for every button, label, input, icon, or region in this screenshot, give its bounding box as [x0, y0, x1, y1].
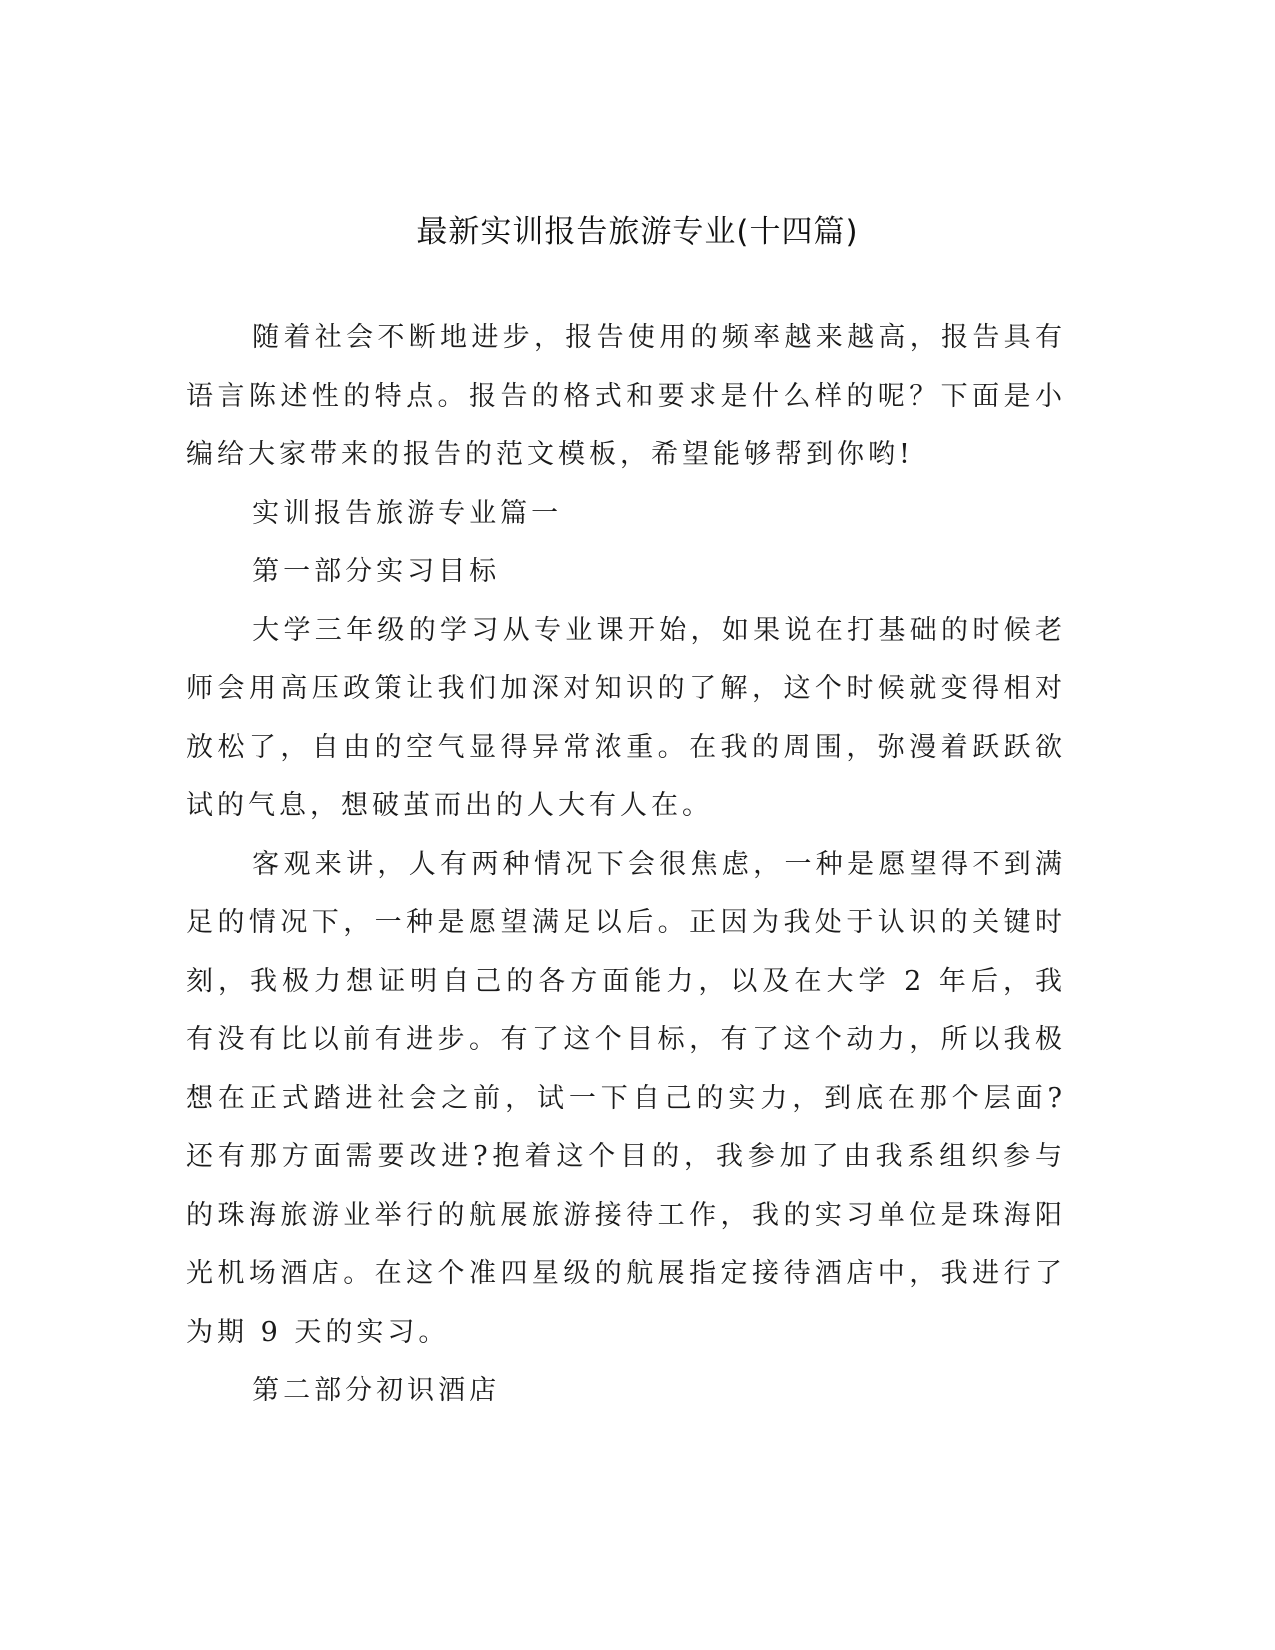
- subsection-heading-goals: 第一部分实习目标: [252, 556, 501, 587]
- body-paragraph: 客观来讲，人有两种情况下会很焦虑，一种是愿望得不到满足的情况下，一种是愿望满足以后。正因为我处于认识的关键时刻，我极力想证明自己的各方面能力，以及在大学 2 年后，我有没有比以前有进步。有了这个目标，有了这个动力，所以我极想在正式踏进社会之前，试一下自己的实力，到底在那个层面?还有那方面需要改进?抱着这个目的，我参加了由我系组织参与的珠海旅游业举行的航展旅游接待工作，我的实习单位是珠海阳光机场酒店。在这个准四星级的航展指定接待酒店中，我进行了为期 9 天的实习。: [186, 848, 1066, 1348]
- section-heading-part-one: 实训报告旅游专业篇一: [252, 497, 563, 529]
- document-body: [186, 309, 1066, 1421]
- subsection-heading-hotel: 第二部分初识酒店: [252, 1375, 501, 1406]
- body-paragraph: 大学三年级的学习从专业课开始，如果说在打基础的时候老师会用高压政策让我们加深对知识的了解，这个时候就变得相对放松了，自由的空气显得异常浓重。在我的周围，弥漫着跃跃欲试的气息，想破茧而出的人大有人在。: [186, 614, 1066, 821]
- document-title: 最新实训报告旅游专业(十四篇): [416, 214, 859, 250]
- intro-paragraph: 随着社会不断地进步，报告使用的频率越来越高，报告具有语言陈述性的特点。报告的格式和要求是什么样的呢？下面是小编给大家带来的报告的范文模板，希望能够帮到你哟!: [186, 322, 1066, 470]
